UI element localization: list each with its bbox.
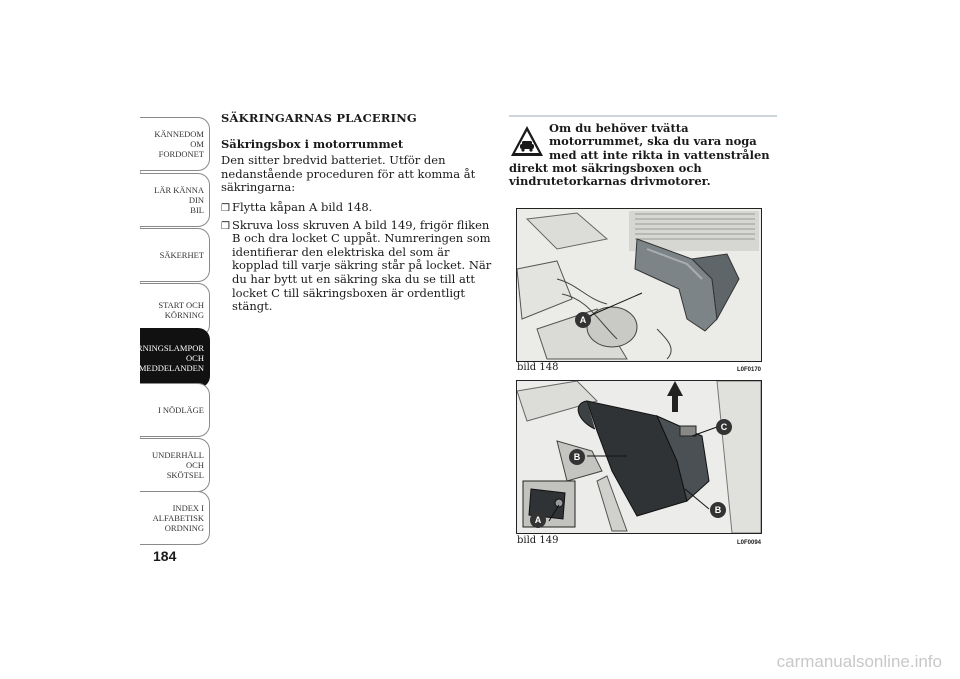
warning-rule — [509, 115, 777, 117]
step-text: Skruva loss skruven A bild 149, frigör fliken B och dra locket C uppåt. Numreringen som identifierar den elektriska del som är kopplad till varje säkring står på locket. När du har bytt ut en säkring ska du se till att locket C till säkringsboxen är ordentligt stängt. — [232, 217, 492, 314]
figure-149-code: L0F0094 — [737, 540, 762, 546]
tab-label: LÄR KÄNNA DIN BIL — [154, 185, 204, 215]
figure-148-code: L0F0170 — [737, 367, 762, 373]
tab-label: START OCH KÖRNING — [158, 300, 204, 320]
figure-148-image — [516, 208, 762, 362]
callout-label: C — [716, 419, 732, 435]
footer-watermark: carmanualsonline.info — [776, 652, 942, 671]
warning-triangle-icon — [509, 124, 545, 158]
figure-148-caption: bild 148 — [517, 362, 559, 373]
callout-label: A — [530, 512, 546, 528]
tab-underhall-och-skotsel[interactable] — [140, 438, 210, 492]
step-text: Flytta kåpan A bild 148. — [232, 199, 373, 214]
tab-label: INDEX I ALFABETISK ORDNING — [152, 503, 204, 533]
tab-varningslampor[interactable] — [125, 328, 210, 388]
main-text-column — [221, 112, 496, 318]
tab-index[interactable] — [140, 491, 210, 545]
tab-label: UNDERHÅLL OCH SKÖTSEL — [152, 450, 204, 480]
tab-label: I NÖDLÄGE — [157, 405, 204, 415]
figure-149-image — [516, 380, 762, 534]
step-item — [221, 219, 496, 314]
engine-cover-illustration — [517, 209, 761, 361]
tab-kannedom-om-fordonet[interactable] — [140, 117, 210, 171]
section-title: SÄKRINGARNAS PLACERING — [221, 111, 417, 125]
callout-label: B — [569, 449, 585, 465]
tab-i-nodlage[interactable] — [140, 383, 210, 437]
subsection-title: Säkringsbox i motorrummet — [221, 136, 404, 151]
tab-label: SÄKERHET — [159, 250, 204, 260]
figure-149-caption: bild 149 — [517, 535, 559, 546]
page-number: 184 — [153, 548, 177, 564]
tab-lar-kanna-din-bil[interactable] — [140, 173, 210, 227]
tab-label: KÄNNEDOM OM FORDONET — [154, 129, 204, 159]
step-item — [221, 201, 496, 215]
warning-box — [509, 122, 779, 188]
tab-sakerhet[interactable] — [140, 228, 210, 282]
intro-paragraph: Den sitter bredvid batteriet. Utför den nedanstående proceduren för att komma åt säkringarna: — [221, 153, 476, 195]
callout-label: B — [710, 502, 726, 518]
checkbox-icon: ❒ — [221, 202, 230, 214]
warning-text: Om du behöver tvätta motorrummet, ska du vara noga med att inte rikta in vattenstrålen direkt mot säkringsboxen och vindrutetorkarnas drivmotorer. — [509, 121, 770, 189]
tab-label: VARNINGSLAMPOR OCH MEDDELANDEN — [125, 343, 204, 373]
checkbox-icon: ❒ — [221, 220, 230, 232]
callout-label: A — [575, 312, 591, 328]
